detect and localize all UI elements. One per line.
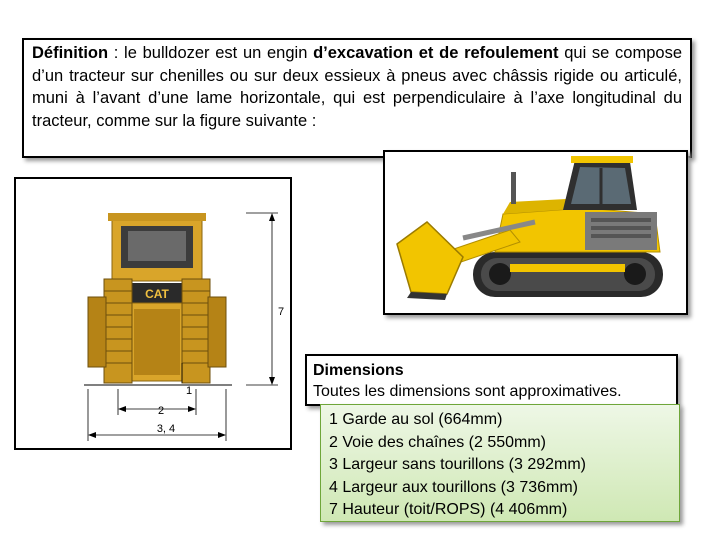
definition-text-part2: qui se compose d’un tracteur sur chenilles ou sur deux essieux à pneus avec châssis rigide ou articulé, muni à l’avant d’une lame horizontale, qui est perpendiculaire à l’axe longitudinal du tracteur, comme sur la figure suivante : [32,44,683,130]
front-view-drawing [14,177,292,450]
spec-item-track-gauge: 2 Voie des chaînes (2 550mm) [329,433,547,451]
spec-list [320,404,680,522]
dimensions-box [305,354,678,406]
dim-label-2: 2 [157,405,165,417]
spec-item-width-with-trunnions: 4 Largeur aux tourillons (3 736mm) [329,478,579,496]
dimensions-subtitle: Toutes les dimensions sont approximatives. [313,383,622,400]
spec-item-height: 7 Hauteur (toit/ROPS) (4 406mm) [329,501,568,518]
dim-label-3-4: 3, 4 [156,423,176,435]
spec-item-width-without-trunnions: 3 Largeur sans tourillons (3 292mm) [329,456,587,473]
definition-bold-phrase: d’excavation et de refoulement [313,44,559,62]
cat-logo: CAT [145,287,169,301]
bulldozer-photo [383,150,688,315]
bulldozer-front-illustration [16,179,290,448]
definition-term: Définition [32,44,109,62]
spec-item-ground-clearance: 1 Garde au sol (664mm) [329,411,503,428]
definition-text-part1: : le bulldozer est un engin [108,44,314,62]
dimensions-title: Dimensions [313,362,404,379]
definition-box [22,38,692,158]
bulldozer-side-illustration [385,152,686,313]
dim-label-7: 7 [278,306,285,318]
dim-label-1: 1 [186,385,193,397]
